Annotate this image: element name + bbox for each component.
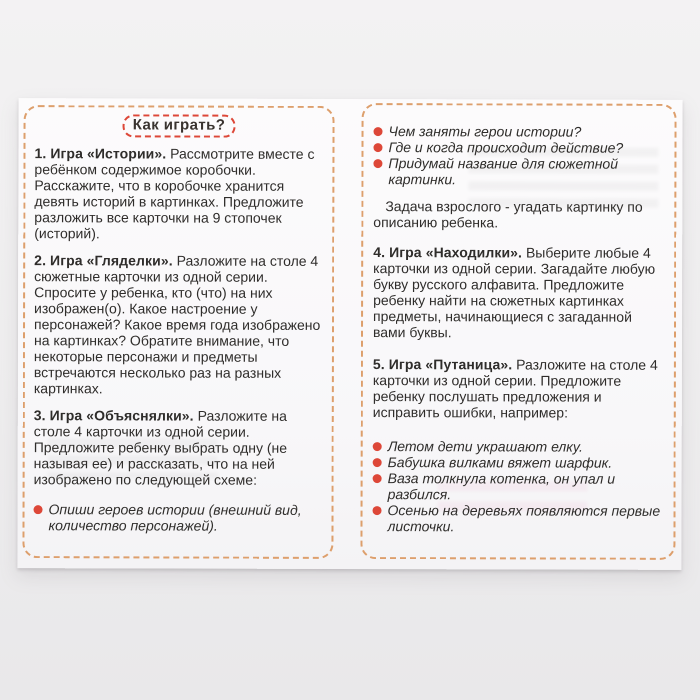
game-5-title: 5. Игра «Путаница». [372, 356, 513, 373]
how-to-play-label: Как играть? [132, 116, 226, 134]
game-2-paragraph [34, 252, 323, 397]
example-bullet-text: Летом дети украшают елку. [387, 438, 583, 455]
game-3-paragraph [34, 407, 323, 488]
list-item [373, 139, 665, 156]
game-1-text: Рассмотрите вместе с ребёнком содержимое коробочки. Расскажите, что в коробочке хранится девять историй в картинках. Предложите разложить все карточки на 9 стопочек (историй). [34, 145, 315, 242]
bullet-dot-icon [373, 143, 382, 152]
scheme-bullet-text: Придумай название для сюжетной картинки. [388, 155, 619, 188]
game-2-text: Разложите на столе 4 сюжетные карточки из одной серии. Спросите у ребенка, кто (что) на них изображен(о). Какое настроение у персонажей? Какое время года изображено на картинках? Обратите внимание, что некоторые персонажи и предметы встречаются несколько раз на разных картинках. [33, 252, 321, 397]
example-bullet-text: Ваза толкнула котенка, он упал и разбился. [387, 470, 616, 503]
left-panel [22, 105, 334, 559]
scheme-bullet-text: Опиши героев истории (внешний вид, количество персонажей). [48, 501, 302, 534]
game-5-paragraph [373, 356, 665, 421]
example-bullet-text: Бабушка вилками вяжет шарфик. [387, 454, 613, 471]
scheme-bullet-list-continued [373, 123, 665, 188]
game-1-paragraph [34, 145, 323, 242]
bullet-dot-icon [34, 505, 43, 514]
scheme-bullet-text: Чем заняты герои истории? [388, 123, 582, 140]
bullet-dot-icon [374, 127, 383, 136]
list-item [373, 438, 665, 455]
game-4-text: Выберите любые 4 карточки из одной серии. Загадайте любую букву русского алфавита. Предложите ребенку найти на сюжетных картинках предметы, начинающиеся с загаданной вами буквы. [372, 244, 656, 341]
right-panel [360, 103, 676, 560]
bullet-dot-icon [373, 506, 382, 515]
list-item [372, 502, 664, 535]
list-item [374, 123, 666, 140]
game-2-title: 2. Игра «Гляделки». [34, 252, 173, 269]
list-item [373, 155, 665, 188]
game-3-title: 3. Игра «Объяснялки». [33, 407, 194, 424]
scheme-bullet-text: Где и когда происходит действие? [388, 139, 624, 156]
scheme-bullet-list [33, 501, 322, 534]
game-3-text: Разложите на столе 4 карточки из одной серии. Предложите ребенку выбрать одну (не называя ее) и рассказать, что на ней изображено по следующей схеме: [33, 407, 288, 488]
list-item [373, 454, 665, 471]
list-item [373, 470, 665, 503]
adult-task-note: Задача взрослого - угадать картинку по описанию ребенка. [373, 198, 643, 231]
list-item [33, 501, 322, 534]
examples-bullet-list [372, 438, 664, 535]
instruction-card [17, 98, 682, 570]
game-4-paragraph [373, 244, 665, 341]
bullet-dot-icon [373, 458, 382, 467]
game-4-title: 4. Игра «Находилки». [373, 244, 523, 261]
example-bullet-text: Осенью на деревьях появляются первые листочки. [387, 502, 661, 535]
game-5-text: Разложите на столе 4 карточки из одной серии. Предложите ребенку послушать предложения и исправить ошибки, например: [372, 356, 658, 421]
bullet-dot-icon [373, 159, 382, 168]
bullet-dot-icon [373, 442, 382, 451]
how-to-play-badge [123, 114, 236, 137]
bullet-dot-icon [373, 474, 382, 483]
game-1-title: 1. Игра «Истории». [34, 145, 167, 162]
